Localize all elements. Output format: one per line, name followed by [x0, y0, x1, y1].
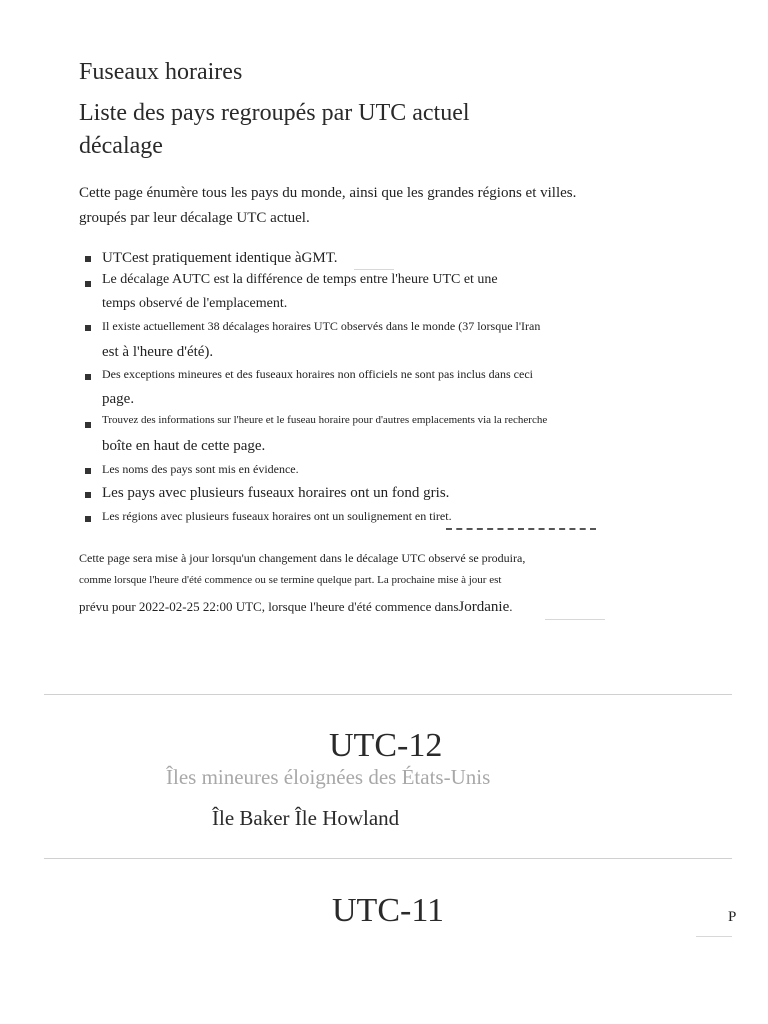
link-underline: [545, 619, 605, 620]
list-item-text: .: [333, 250, 338, 266]
update-note-text: prévu pour 2022-02-25 22:00 UTC, lorsque l'heure d'été commence dans: [79, 599, 459, 614]
list-item-continuation: est à l'heure d'été).: [102, 344, 214, 360]
bullet-marker: [85, 468, 91, 474]
zone-heading: UTC-12: [329, 727, 443, 764]
utc-link[interactable]: UTC: [102, 250, 132, 266]
dashed-underline-sample: [446, 528, 596, 530]
gmt-link[interactable]: GMT: [301, 250, 334, 266]
list-item: Les noms des pays sont mis en évidence.: [102, 462, 299, 476]
zone-region[interactable]: Îles mineures éloignées des États-Unis: [166, 765, 491, 789]
list-item: Des exceptions mineures et des fuseaux horaires non officiels ne sont pas inclus dans ceci: [102, 367, 533, 381]
bullet-marker: [85, 492, 91, 498]
link-underline: [354, 269, 394, 270]
bullet-marker: [85, 325, 91, 331]
update-note-line: [79, 599, 513, 616]
list-item: Les pays avec plusieurs fuseaux horaires ont un fond gris.: [102, 485, 450, 501]
bullet-marker: [85, 422, 91, 428]
list-item: Trouvez des informations sur l'heure et le fuseau horaire pour d'autres emplacements via la recherche: [102, 414, 548, 426]
intro-text: Cette page énumère tous les pays du monde, ainsi que les grandes régions et villes. groupés par leur décalage UTC actuel.: [79, 185, 577, 226]
bullet-marker: [85, 516, 91, 522]
section-divider: [44, 858, 732, 859]
zone-places[interactable]: Île Baker Île Howland: [212, 806, 400, 830]
list-item: Le décalage AUTC est la différence de temps entre l'heure UTC et une: [102, 272, 498, 287]
list-item-text: est pratiquement identique à: [132, 250, 302, 266]
list-item-continuation: page.: [102, 391, 135, 407]
side-button[interactable]: P: [728, 909, 737, 925]
list-item-continuation: boîte en haut de cette page.: [102, 438, 266, 454]
bullet-marker: [85, 374, 91, 380]
bullet-marker: [85, 281, 91, 287]
update-note-line: comme lorsque l'heure d'été commence ou se termine quelque part. La prochaine mise à jour est: [79, 574, 502, 586]
side-button-underline: [696, 936, 732, 937]
jordan-link[interactable]: Jordanie: [458, 599, 510, 615]
list-item: Il existe actuellement 38 décalages horaires UTC observés dans le monde (37 lorsque l'Iran: [102, 319, 541, 333]
section-divider: [44, 694, 732, 695]
list-item-continuation: temps observé de l'emplacement.: [102, 296, 288, 311]
list-item: [102, 250, 338, 267]
page-title: Fuseaux horaires: [79, 59, 243, 85]
list-item: Les régions avec plusieurs fuseaux horaires ont un soulignement en tiret.: [102, 509, 452, 523]
bullet-marker: [85, 256, 91, 262]
zone-heading: UTC-11: [332, 892, 445, 929]
update-note-line: Cette page sera mise à jour lorsqu'un changement dans le décalage UTC observé se produira,: [79, 551, 526, 565]
update-note-text: .: [509, 599, 513, 614]
page-subtitle: Liste des pays regroupés par UTC actuel décalage: [79, 100, 470, 159]
